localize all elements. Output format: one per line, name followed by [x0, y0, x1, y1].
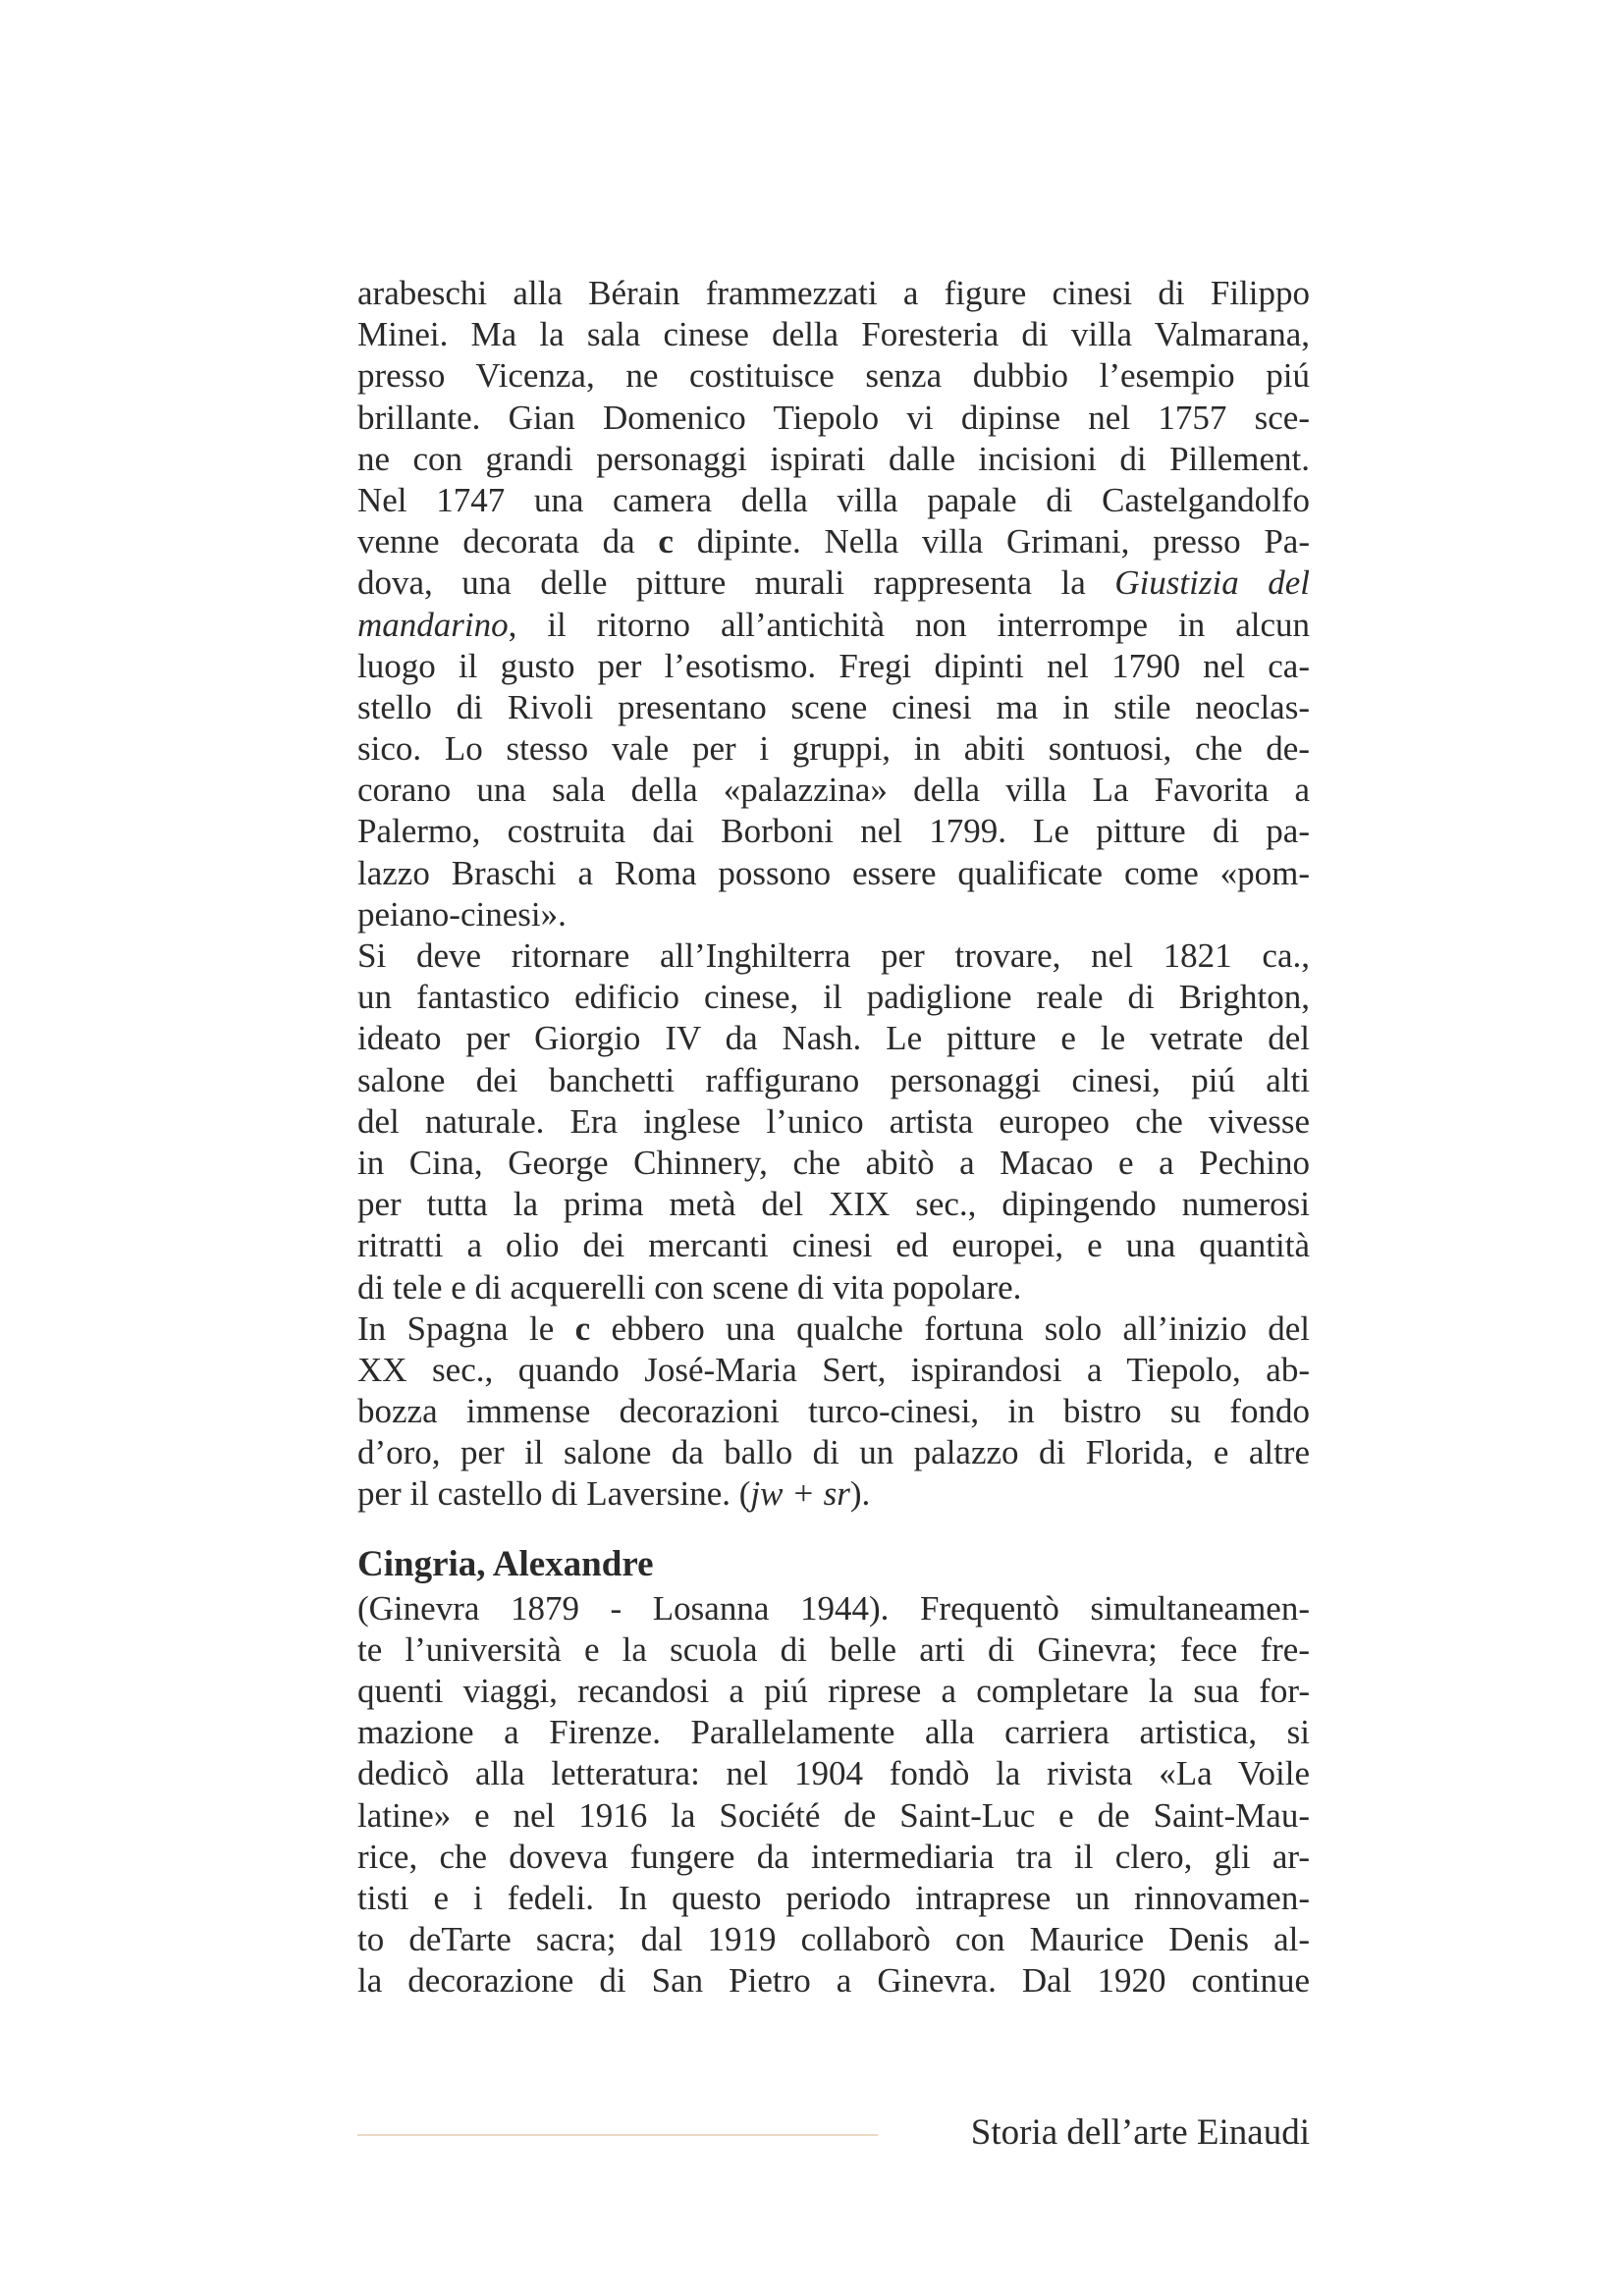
text-column: [357, 273, 1310, 2002]
text-line: bozza immense decorazioni turco-cinesi, in bistro su fondo: [357, 1392, 1310, 1431]
page-footer: [357, 2110, 1310, 2160]
author-initials: jw + sr: [750, 1474, 850, 1514]
text-segment: , il ritorno all’antichità non interrompe in alcun: [508, 605, 1310, 644]
text-line: tisti e i fedeli. In questo periodo intraprese un rinnovamen-: [357, 1878, 1310, 1917]
italic-title: mandarino: [357, 605, 509, 644]
text-line: salone dei banchetti raffigurano personaggi cinesi, piú alti: [357, 1060, 1310, 1099]
text-line: per tutta la prima metà del XIX sec., dipingendo numerosi: [357, 1185, 1310, 1224]
text-line: [357, 605, 1310, 646]
text-line: [357, 521, 1310, 562]
text-line: stello di Rivoli presentano scene cinesi ma in stile neoclas-: [357, 687, 1310, 726]
text-line: [357, 1308, 1310, 1350]
text-line: ideato per Giorgio IV da Nash. Le pitture e le vetrate del: [357, 1019, 1310, 1058]
text-line: luogo il gusto per l’esotismo. Fregi dipinti nel 1790 nel ca-: [357, 646, 1310, 685]
text-segment: venne decorata da: [357, 522, 635, 561]
text-segment: per il castello di Laversine. (: [357, 1474, 751, 1514]
text-line: rice, che doveva fungere da intermediaria tra il clero, gli ar-: [357, 1837, 1310, 1876]
text-line: la decorazione di San Pietro a Ginevra. Dal 1920 continue: [357, 1961, 1310, 2001]
text-segment: dipinte. Nella villa Grimani, presso Pa-: [673, 522, 1310, 561]
italic-title: Giustizia del: [1114, 563, 1310, 603]
text-line: lazzo Braschi a Roma possono essere qualificate come «pom-: [357, 853, 1310, 892]
text-line: Si deve ritornare all’Inghilterra per trovare, nel 1821 ca.,: [357, 936, 1310, 975]
bold-abbreviation: c: [574, 1308, 591, 1348]
text-line: ritratti a olio dei mercanti cinesi ed europei, e una quantità: [357, 1226, 1310, 1265]
bold-abbreviation: c: [658, 522, 674, 561]
footer-title: Storia dell’arte Einaudi: [970, 2112, 1310, 2153]
text-line: un fantastico edificio cinese, il padiglione reale di Brighton,: [357, 978, 1310, 1017]
text-segment: In Spagna le: [357, 1308, 555, 1348]
footer-rule: [357, 2134, 878, 2136]
text-segment: ).: [849, 1474, 871, 1514]
text-line: dedicò alla letteratura: nel 1904 fondò la rivista «La Voile: [357, 1754, 1310, 1793]
text-line: [357, 1473, 1310, 1515]
text-line: XX sec., quando José-Maria Sert, ispirandosi a Tiepolo, ab-: [357, 1350, 1310, 1389]
text-line: peiano-cinesi».: [357, 894, 567, 934]
text-line: quenti viaggi, recandosi a piú riprese a completare la sua for-: [357, 1672, 1310, 1710]
text-line: mazione a Firenze. Parallelamente alla carriera artistica, si: [357, 1713, 1310, 1752]
text-line: Palermo, costruita dai Borboni nel 1799. Le pitture di pa-: [357, 812, 1310, 851]
text-line: ne con grandi personaggi ispirati dalle incisioni di Pillement.: [357, 439, 1310, 478]
text-line: in Cina, George Chinnery, che abitò a Macao e a Pechino: [357, 1143, 1310, 1182]
entry-heading: Cingria, Alexandre: [357, 1543, 654, 1584]
text-line: (Ginevra 1879 - Losanna 1944). Frequentò simultaneamen-: [357, 1588, 1310, 1628]
text-line: Minei. Ma la sala cinese della Foresteria di villa Valmarana,: [357, 315, 1310, 354]
text-line: arabeschi alla Bérain frammezzati a figure cinesi di Filippo: [357, 274, 1310, 312]
text-line: brillante. Gian Domenico Tiepolo vi dipinse nel 1757 sce-: [357, 398, 1310, 437]
text-line: di tele e di acquerelli con scene di vita popolare.: [357, 1267, 1022, 1307]
text-line: [357, 562, 1310, 604]
text-line: presso Vicenza, ne costituisce senza dubbio l’esempio piú: [357, 356, 1310, 396]
text-line: latine» e nel 1916 la Société de Saint-Luc e de Saint-Mau-: [357, 1795, 1310, 1835]
text-line: sico. Lo stesso vale per i gruppi, in abiti sontuosi, che de-: [357, 729, 1310, 769]
text-line: d’oro, per il salone da ballo di un palazzo di Florida, e altre: [357, 1433, 1310, 1472]
text-line: Nel 1747 una camera della villa papale di Castelgandolfo: [357, 480, 1310, 519]
text-line: del naturale. Era inglese l’unico artista europeo che vivesse: [357, 1101, 1310, 1141]
text-segment: dova, una delle pitture murali rappresenta la: [357, 563, 1086, 603]
text-segment: ebbero una qualche fortuna solo all’inizio del: [590, 1308, 1311, 1348]
text-line: te l’università e la scuola di belle arti di Ginevra; fece fre-: [357, 1629, 1310, 1669]
text-line: corano una sala della «palazzina» della villa La Favorita a: [357, 771, 1310, 810]
text-line: to deTarte sacra; dal 1919 collaborò con Maurice Denis al-: [357, 1920, 1310, 1959]
